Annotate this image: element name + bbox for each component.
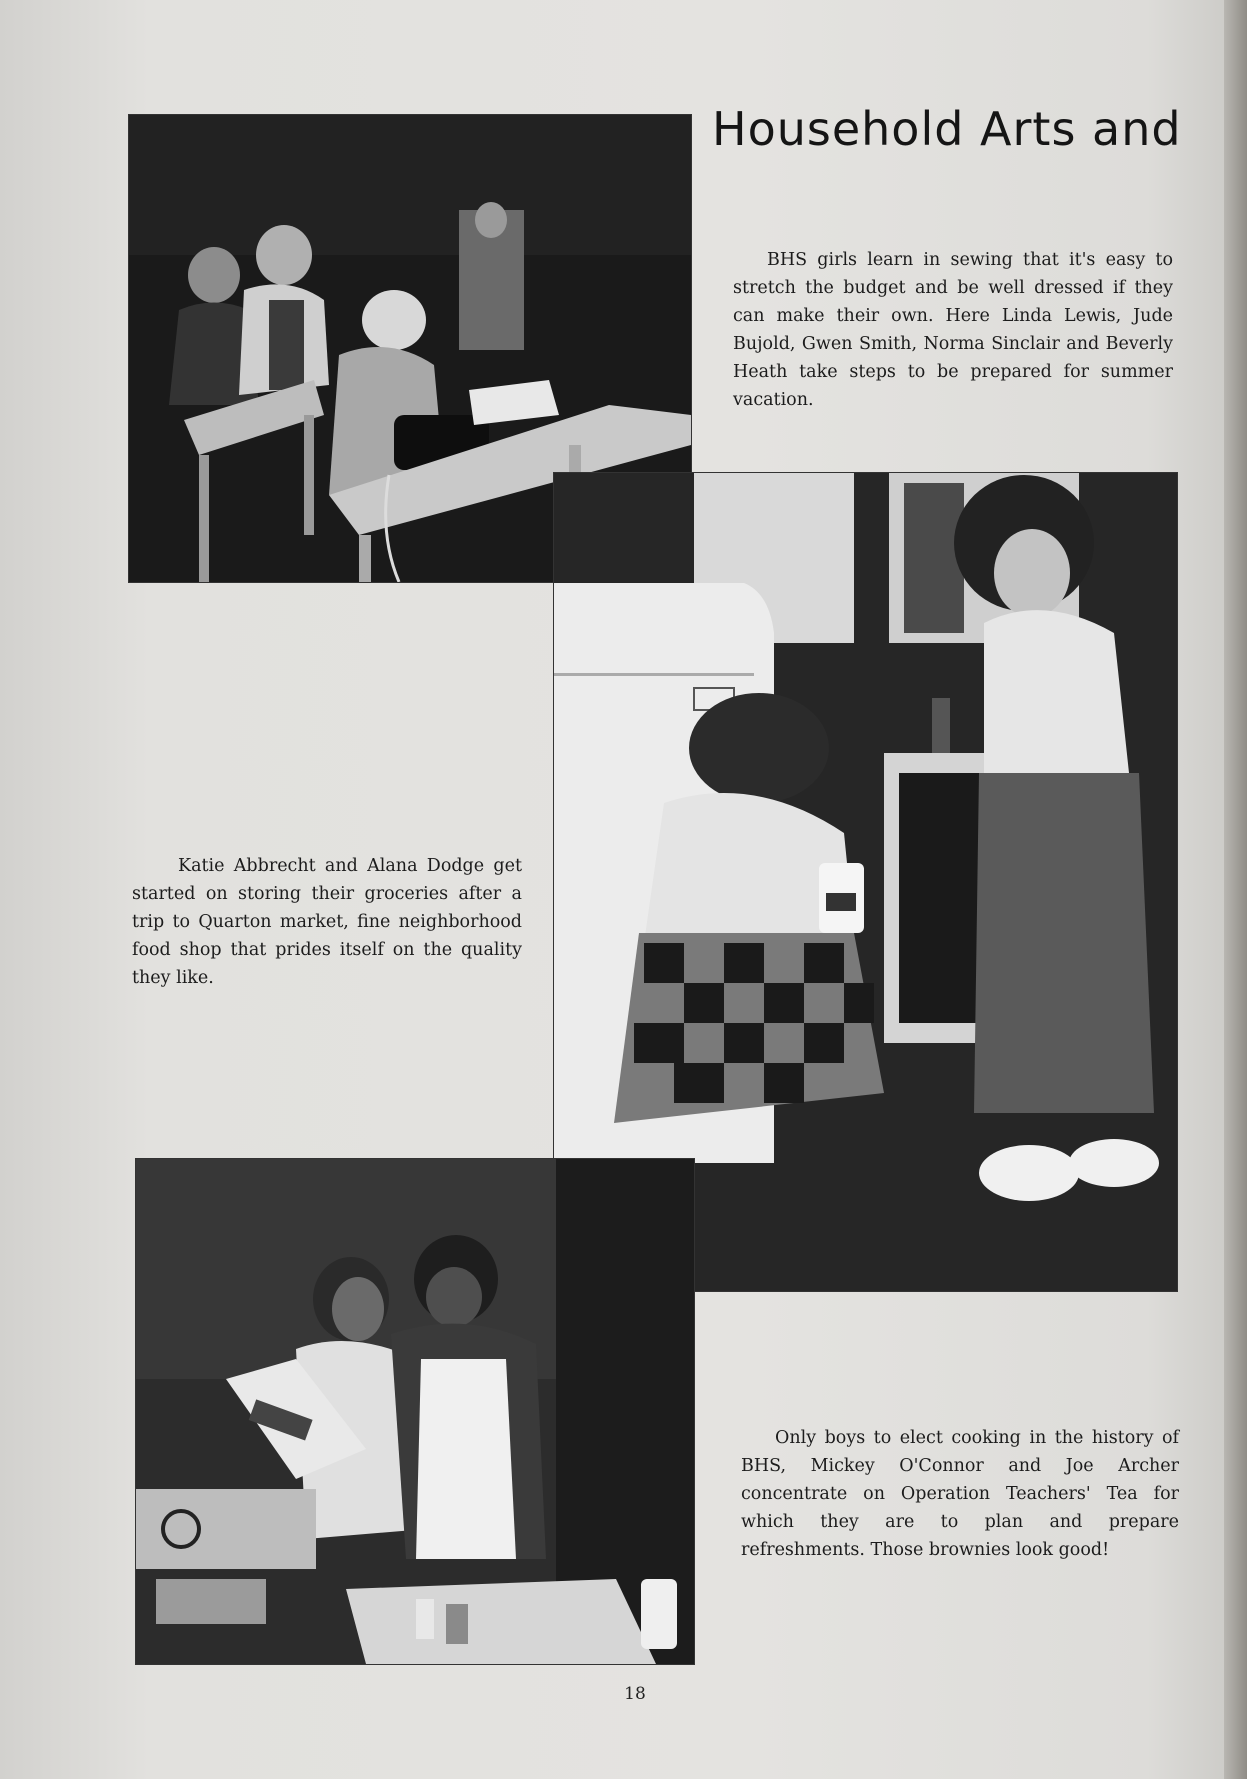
page-number: 18 xyxy=(624,1684,646,1704)
page-binding-edge xyxy=(1224,0,1247,1779)
sewing-caption: BHS girls learn in sewing that it's easy to stretch the budget and be well dressed if they can make their own. Here Linda Lewis, Jude Bujold, Gwen Smith, Norma Sinclair and Beverly Heath take steps to be prepared for summer vacation. xyxy=(733,250,1173,410)
cooking-class-photo xyxy=(135,1158,695,1665)
page-title: Household Arts and xyxy=(712,102,1182,156)
cooking-caption: Only boys to elect cooking in the history of BHS, Mickey O'Connor and Joe Archer concentrate on Operation Teachers' Tea for which they are to plan and prepare refreshments. Those brownies look good! xyxy=(741,1428,1179,1560)
groceries-caption: Katie Abbrecht and Alana Dodge get started on storing their groceries after a trip to Quarton market, fine neighborhood food shop that prides itself on the quality they like. xyxy=(132,856,522,988)
